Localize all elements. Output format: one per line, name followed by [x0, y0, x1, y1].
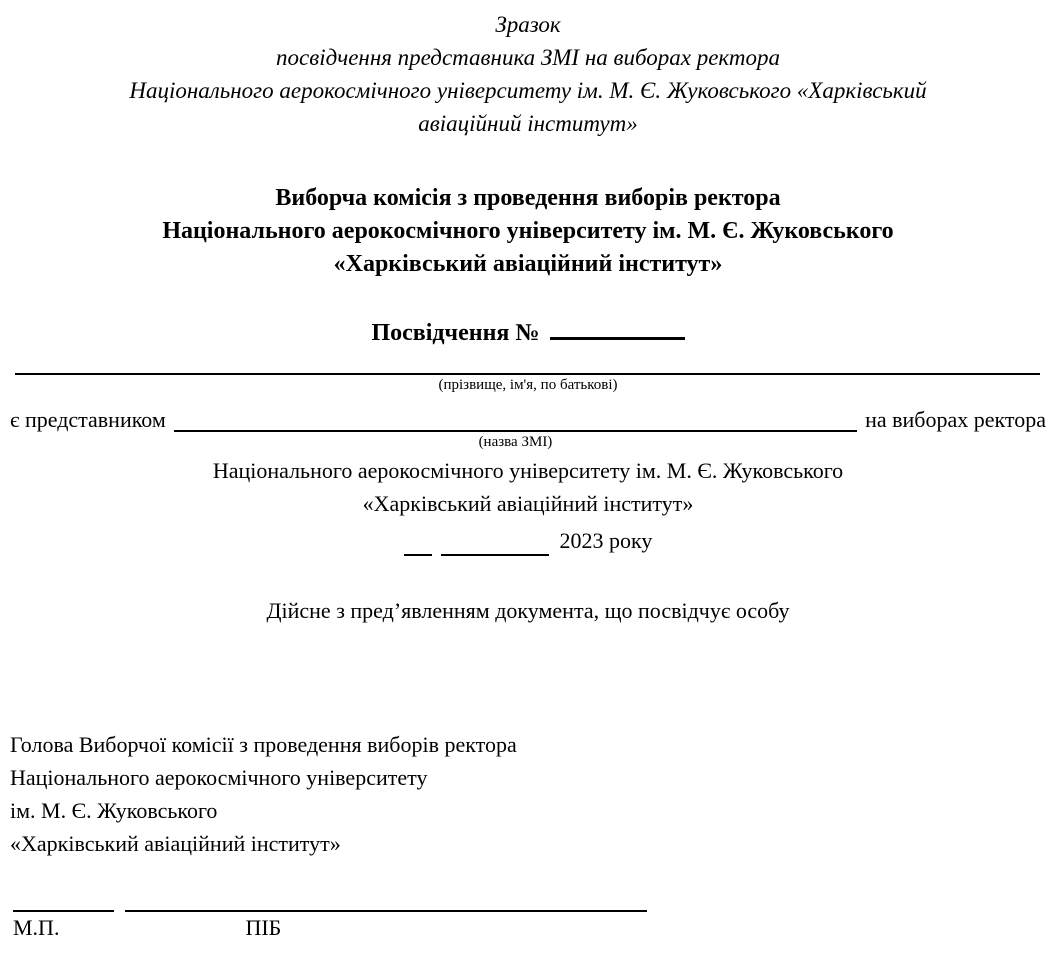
commission-heading-line: Виборча комісія з проведення виборів ректора	[275, 185, 781, 211]
chairman-block-line: «Харківський авіаційний інститут»	[10, 831, 341, 856]
date-row	[10, 526, 1046, 556]
full-name-label: ПІБ	[245, 915, 282, 940]
signature-name-blank	[125, 910, 647, 912]
sample-header	[10, 8, 1046, 140]
media-name-blank	[174, 406, 857, 432]
commission-heading-line: «Харківський авіаційний інститут»	[333, 251, 723, 277]
validity-note: Дійсне з пред’явленням документа, що посвідчує особу	[266, 598, 790, 623]
seal-label: М.П.	[13, 915, 60, 940]
signature-lines	[10, 910, 1046, 912]
sample-header-line: посвідчення представника ЗМІ на виборах ректора	[276, 45, 780, 70]
holder-prefix-label: є представником	[10, 407, 166, 432]
certificate-number-blank	[550, 315, 685, 340]
certificate-number-label: Посвідчення №	[371, 320, 540, 346]
commission-heading-line: Національного аерокосмічного університету ім. М. Є. Жуковського	[162, 218, 894, 244]
seal-blank	[13, 910, 114, 912]
certificate-number-row	[10, 315, 1046, 347]
date-day-blank	[404, 528, 432, 556]
sample-header-line: Національного аерокосмічного університету ім. М. Є. Жуковського «Харківський	[129, 78, 927, 103]
chairman-block-line: Голова Виборчої комісії з проведення виборів ректора	[10, 732, 517, 757]
university-name-line: «Харківський авіаційний інститут»	[362, 491, 694, 516]
chairman-block-line: Національного аерокосмічного університету	[10, 765, 428, 790]
holder-suffix-label: на виборах ректора	[865, 407, 1046, 432]
commission-heading	[10, 182, 1046, 281]
media-name-caption: (назва ЗМІ)	[478, 434, 553, 450]
date-month-blank	[441, 528, 549, 556]
university-name	[10, 454, 1046, 520]
date-year-label: 2023 року	[559, 528, 653, 553]
representative-row	[10, 406, 1046, 452]
chairman-block-line: ім. М. Є. Жуковського	[10, 798, 218, 823]
signature-labels	[10, 915, 1046, 941]
sample-header-line: авіаційний інститут»	[418, 111, 638, 136]
university-name-line: Національного аерокосмічного університету ім. М. Є. Жуковського	[212, 458, 844, 483]
media-name-field	[174, 406, 857, 452]
holder-name-caption: (прізвище, ім'я, по батькові)	[438, 377, 618, 393]
sample-header-line: Зразок	[495, 12, 561, 37]
chairman-block	[10, 728, 1046, 860]
